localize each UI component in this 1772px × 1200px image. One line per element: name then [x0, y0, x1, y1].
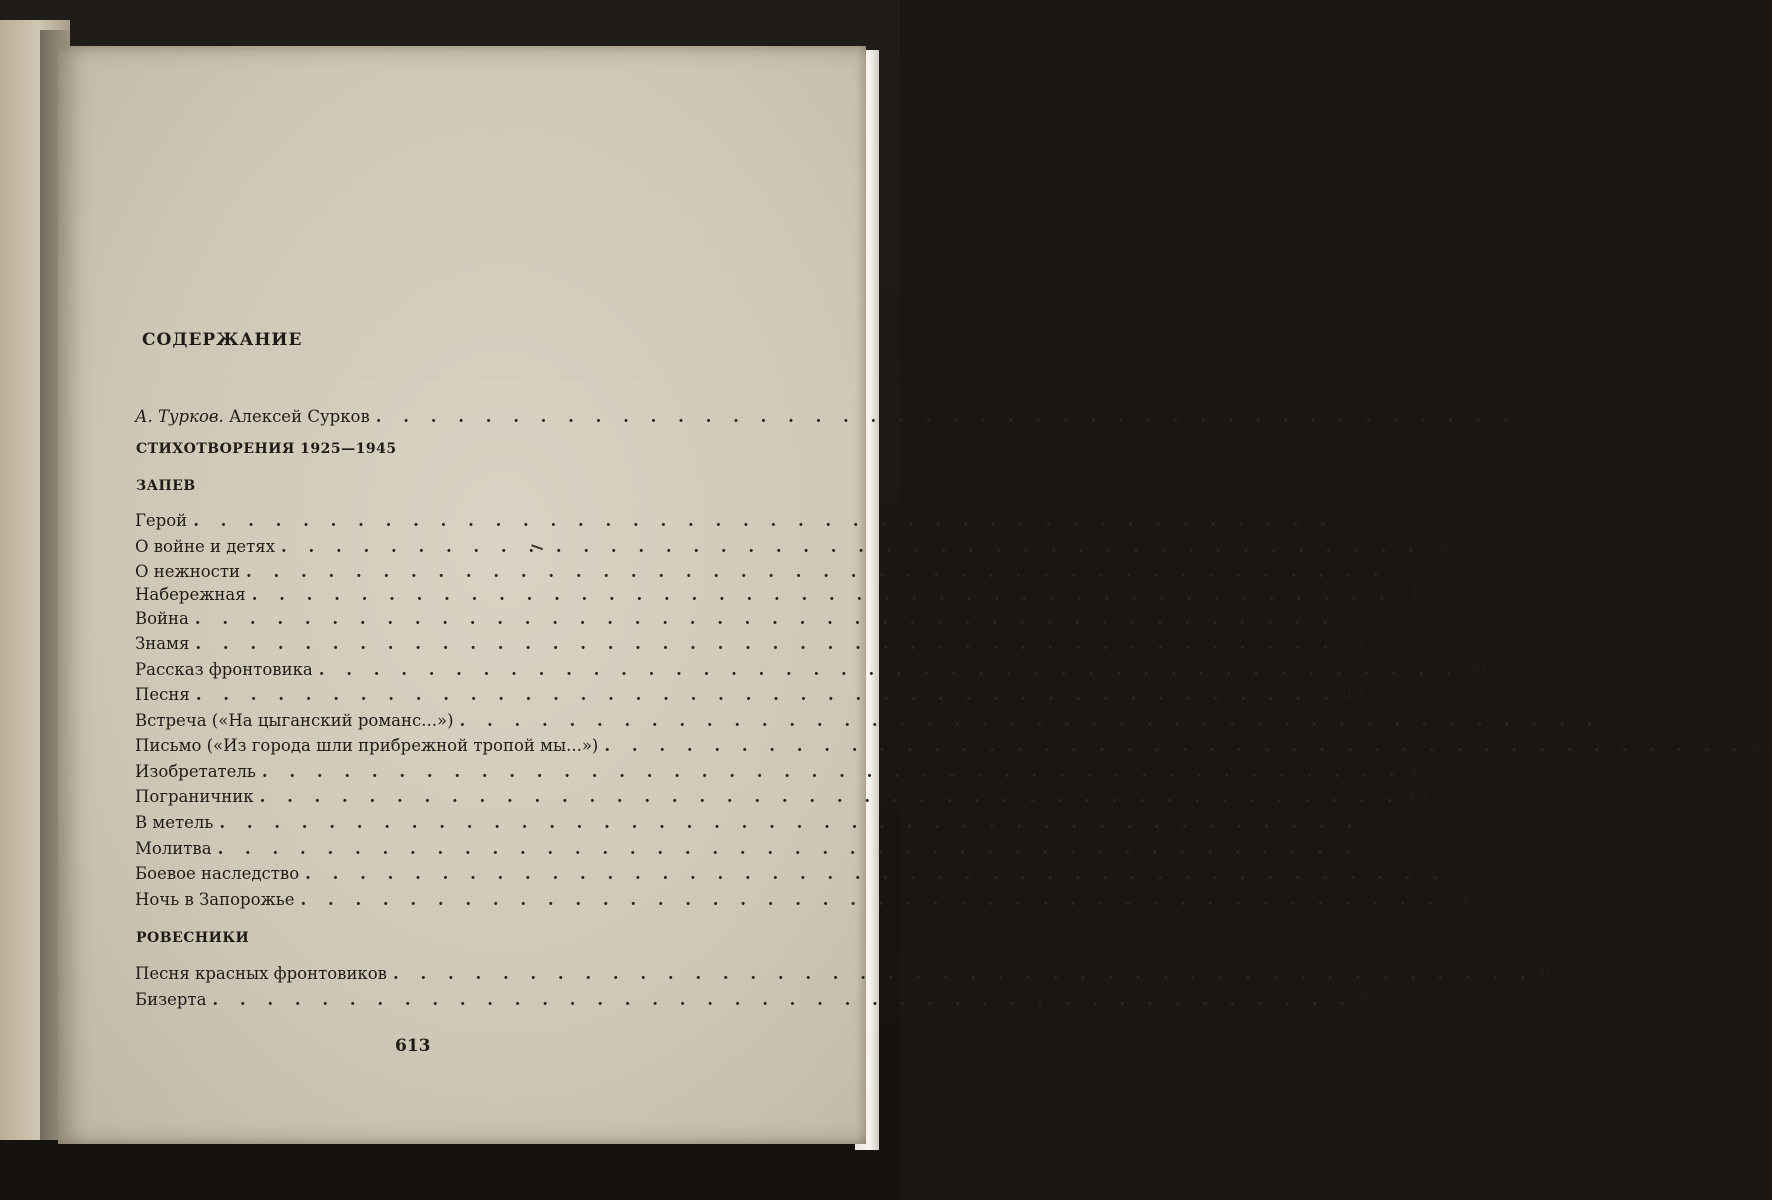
entry-title: Песня	[135, 685, 190, 704]
leader-dots: . . . . . . . . . . . . . . . . . . . . . . . . . . . . . . . . . . . . . . . . . .	[219, 813, 1361, 832]
entry-title: Изобретатель	[135, 762, 256, 781]
leader-dots: . . . . . . . . . . . . . . . . . . . . . . . . . . . . . . . . . . . . . . . . . .	[246, 562, 1387, 581]
leader-dots: . . . . . . . . . . . . . . . . . . . . . . . . . . . . . . . . . . . . . . . . . .	[259, 787, 1401, 806]
entry-page: 47	[1408, 762, 1430, 781]
intro-author: А. Турков.	[135, 407, 224, 426]
entry-title: Песня красных фронтовиков	[135, 964, 387, 983]
intro-title: Алексей Сурков	[229, 407, 370, 426]
leader-dots: . . . . . . . . . . . . . . . . . . . . . . . . . . . . . . . . . . . . . . . . . .	[195, 634, 1337, 653]
leader-dots: . . . . . . . . . . . . . . . . . . . . . . . . . . . . . . . . . . . . . . . . . .	[193, 511, 1334, 530]
toc-entry	[135, 989, 1381, 1011]
entry-page: 40	[1342, 685, 1364, 704]
entry-title: Боевое наследство	[135, 864, 300, 883]
leader-dots: . . . . . . . . . . . . . . . . . . . . . . . . . . . . . . . . . . . . . . . . . .	[604, 736, 1746, 755]
entry-page: 51	[1366, 813, 1388, 832]
entry-page: 36	[1342, 634, 1364, 653]
entry-title: Набережная	[135, 585, 246, 604]
show-through-lines	[198, 161, 758, 404]
entry-page: 57	[1451, 864, 1473, 883]
leader-dots: . . . . . . . . . . . . . . . . . . . . . . . . . . . . . . . . . . . . . . . . . .	[281, 537, 1422, 556]
leader-dots: . . . . . . . . . . . . . . . . . . . . . . . . . . . . . . . . . . . . . . . . . .	[459, 711, 1601, 730]
toc-entry	[135, 584, 1420, 606]
toc-entry	[135, 863, 1473, 885]
entry-page: 49	[1406, 787, 1428, 806]
entry-title: Письмо («Из города шли прибрежной тропой мы...»)	[135, 736, 599, 755]
toc-entry	[135, 659, 1487, 681]
leader-dots: . . . . . . . . . . . . . . . . . . . . . . . . . . . . . . . . . . . . . . . . . .	[305, 864, 1446, 883]
leader-dots: . . . . . . . . . . . . . . . . . . . . . . . . . . . . . . . . . . . . . . . . . .	[300, 890, 1442, 909]
toc-entry	[135, 710, 1628, 732]
toc-entry	[135, 684, 1364, 706]
leader-dots: . . . . . . . . . . . . . . . . . . . . . . . . . . . . . . . . . . . . . . . . . .	[375, 407, 1517, 426]
entry-title: Война	[135, 609, 189, 628]
toc-entry	[135, 608, 1363, 630]
leader-dots: . . . . . . . . . . . . . . . . . . . . . . . . . . . . . . . . . . . . . . . . . .	[217, 839, 1359, 858]
section-heading-poems: СТИХОТВОРЕНИЯ 1925—1945	[136, 441, 397, 457]
entry-page: 35	[1341, 609, 1363, 628]
entry-page: 59	[1447, 890, 1469, 909]
toc-entry	[135, 735, 1772, 757]
entry-page: 54	[1364, 839, 1386, 858]
toc-entry	[135, 633, 1364, 655]
entry-page: 42	[1606, 711, 1628, 730]
toc-entry	[135, 561, 1414, 583]
entry-title: Бизерта	[135, 990, 207, 1009]
toc-entry-intro	[135, 406, 1534, 428]
entry-page: 27	[1339, 511, 1361, 530]
entry-page: 29	[1427, 537, 1449, 556]
entry-page: 34	[1398, 585, 1420, 604]
entry-page: 45	[1751, 736, 1772, 755]
entry-title: Встреча («На цыганский романс...»)	[135, 711, 454, 730]
chapter-heading: РОВЕСНИКИ	[136, 930, 250, 946]
entry-title: Герой	[135, 511, 188, 530]
entry-title: О нежности	[135, 562, 241, 581]
entry-page: 62	[1539, 964, 1561, 983]
entry-page: 66	[1359, 990, 1381, 1009]
page-number: 613	[395, 1036, 431, 1056]
leader-dots: . . . . . . . . . . . . . . . . . . . . . . . . . . . . . . . . . . . . . . . . . .	[392, 964, 1534, 983]
entry-title: Ночь в Запорожье	[135, 890, 295, 909]
toc-entry	[135, 536, 1449, 558]
entry-page: 32	[1392, 562, 1414, 581]
leader-dots: . . . . . . . . . . . . . . . . . . . . . . . . . . . . . . . . . . . . . . . . . .	[195, 685, 1337, 704]
entry-page: 38	[1465, 660, 1487, 679]
toc-entry	[135, 812, 1388, 834]
leader-dots: . . . . . . . . . . . . . . . . . . . . . . . . . . . . . . . . . . . . . . . . . .	[261, 762, 1403, 781]
leader-dots: . . . . . . . . . . . . . . . . . . . . . . . . . . . . . . . . . . . . . . . . . .	[318, 660, 1460, 679]
toc-entry	[135, 786, 1428, 808]
leader-dots: . . . . . . . . . . . . . . . . . . . . . . . . . . . . . . . . . . . . . . . . . .	[251, 585, 1393, 604]
leader-dots: . . . . . . . . . . . . . . . . . . . . . . . . . . . . . . . . . . . . . . . . . .	[194, 609, 1336, 628]
toc-entry	[135, 889, 1469, 911]
entry-title: Рассказ фронтовика	[135, 660, 313, 679]
toc-entry	[135, 963, 1561, 985]
entry-title: Пограничник	[135, 787, 254, 806]
toc-entry	[135, 510, 1361, 532]
toc-heading: СОДЕРЖАНИЕ	[142, 330, 303, 350]
entry-title: В метель	[135, 813, 214, 832]
leader-dots: . . . . . . . . . . . . . . . . . . . . . . . . . . . . . . . . . . . . . . . . . .	[212, 990, 1354, 1009]
entry-page: 5	[1522, 407, 1534, 426]
entry-title	[135, 406, 370, 428]
toc-entry	[135, 838, 1386, 860]
entry-title: Знамя	[135, 634, 190, 653]
chapter-heading: ЗАПЕВ	[136, 478, 196, 494]
entry-title: Молитва	[135, 839, 212, 858]
entry-title: О войне и детях	[135, 537, 276, 556]
toc-entry	[135, 761, 1430, 783]
